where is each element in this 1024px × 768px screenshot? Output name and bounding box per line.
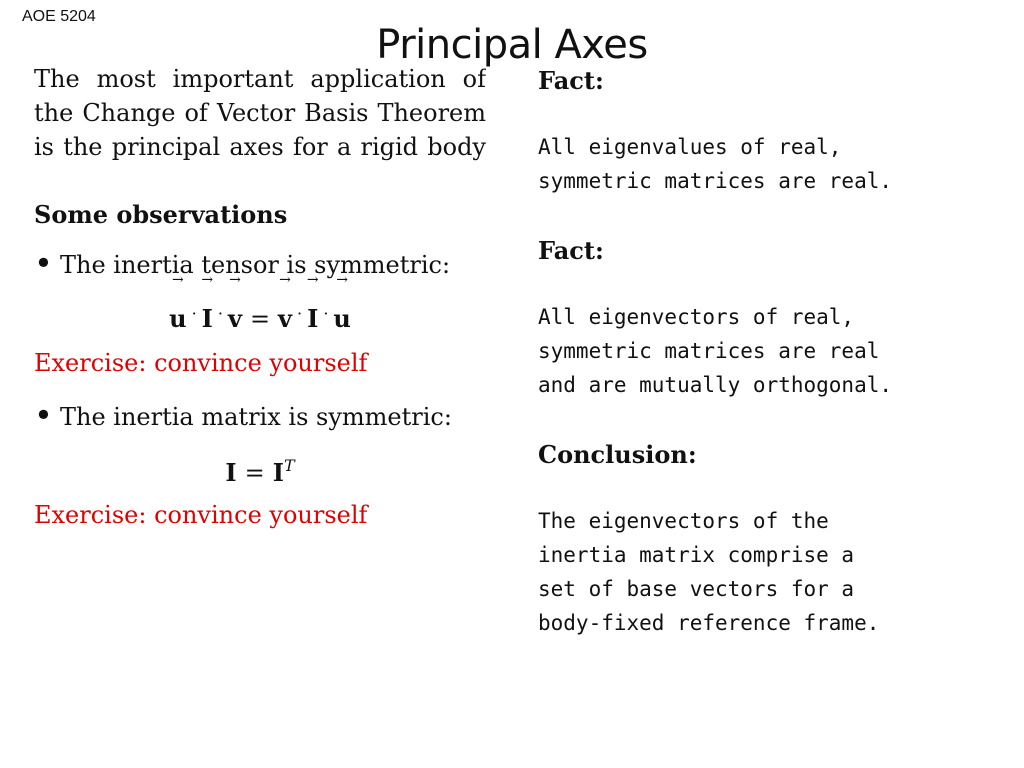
fact-line: All eigenvalues of real,	[538, 135, 842, 159]
intro-line: The most important application of	[34, 65, 486, 93]
fact-heading: Fact:	[538, 236, 604, 265]
bullet-icon: •	[34, 396, 53, 434]
bullet-text: The inertia tensor is symmetric:	[60, 251, 451, 279]
exercise-note: Exercise: convince yourself	[34, 501, 368, 529]
bullet-icon: •	[34, 244, 53, 282]
vector-u: → u	[333, 287, 350, 351]
matrix-I: I	[272, 458, 284, 487]
matrix-I: I	[225, 458, 237, 487]
fact-heading: Fact:	[538, 66, 604, 95]
tensor-symmetry-equation: → u ·→ I ·→ v =→ v ·→ I ·→ u	[34, 282, 486, 346]
fact-line: symmetric matrices are real	[538, 339, 880, 363]
tensor-I: → I	[307, 287, 318, 351]
fact-line: All eigenvectors of real,	[538, 305, 855, 329]
observations-heading: Some observations	[34, 200, 288, 229]
conclusion-heading: Conclusion:	[538, 440, 697, 469]
vector-v: → v	[228, 287, 242, 351]
conclusion-line: inertia matrix comprise a	[538, 543, 855, 567]
vector-u: → u	[169, 287, 186, 351]
exercise-note: Exercise: convince yourself	[34, 349, 368, 377]
vector-v: → v	[278, 287, 292, 351]
bullet-item	[34, 244, 486, 282]
conclusion-line: body-fixed reference frame.	[538, 611, 880, 635]
fact-line: symmetric matrices are real.	[538, 169, 893, 193]
course-label: AOE 5204	[22, 8, 96, 25]
tensor-I: → I	[202, 287, 213, 351]
transpose-superscript: T	[283, 456, 295, 475]
slide-title: Principal Axes	[376, 22, 648, 68]
left-column	[34, 62, 486, 532]
intro-line: the Change of Vector Basis Theorem	[34, 99, 486, 127]
conclusion-line: set of base vectors for a	[538, 577, 855, 601]
bullet-item	[34, 396, 486, 434]
intro-line: is the principal axes for a rigid body	[34, 133, 486, 161]
matrix-symmetry-equation: $I = I^T$	[225, 456, 295, 487]
fact-line: and are mutually orthogonal.	[538, 373, 893, 397]
conclusion-line: The eigenvectors of the	[538, 509, 829, 533]
bullet-text: The inertia matrix is symmetric:	[60, 403, 452, 431]
right-column	[538, 62, 998, 640]
